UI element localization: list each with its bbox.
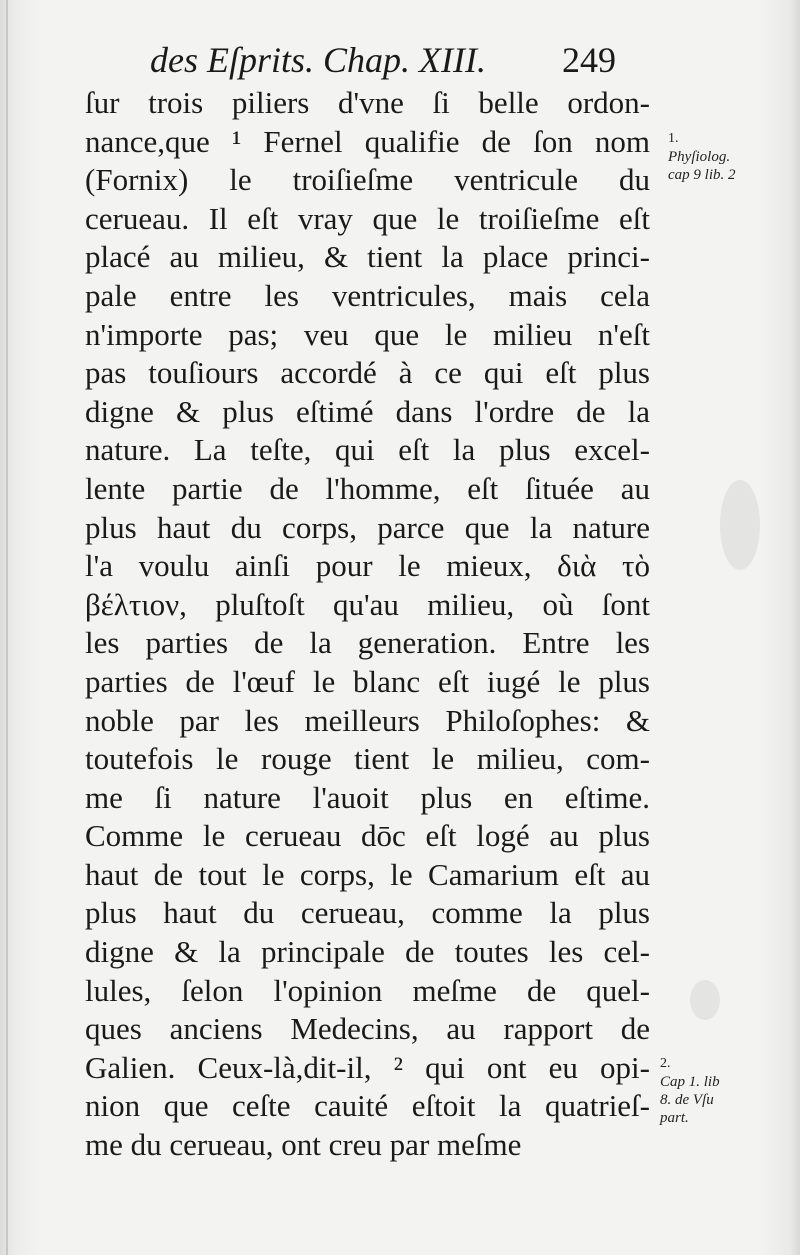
text-line: n'importe pas; veu que le milieu n'eſt — [85, 316, 650, 352]
text-line: placé au milieu, & tient la place princi- — [85, 239, 650, 275]
text-line: toutefois le rouge tient le milieu, com- — [85, 741, 650, 777]
note-line: Phyſiolog. — [668, 149, 731, 165]
text-line: digne & plus eſtimé dans l'ordre de la — [85, 393, 650, 429]
running-title: des Eſprits. Chap. XIII. — [150, 40, 486, 80]
note-marker: 1. — [668, 131, 679, 146]
text-line: pas touſiours accordé à ce qui eſt plus — [85, 355, 650, 391]
text-line: lules, ſelon l'opinion meſme de quel- — [85, 972, 650, 1008]
page-edge — [6, 0, 8, 1255]
note-line: cap 9 lib. 2 — [668, 167, 736, 183]
margin-note — [660, 1055, 720, 1127]
text-line: nion que ceſte cauité eſtoit la quatrieſ- — [85, 1088, 650, 1124]
text-line: ſur trois piliers d'vne ſi belle ordon- — [85, 85, 650, 120]
text-line: l'a voulu ainſi pour le mieux, διὰ τὸ — [85, 548, 650, 584]
text-line: digne & la principale de toutes les cel- — [85, 934, 650, 970]
page-number: 249 — [562, 40, 616, 80]
text-line: βέλτιον, pluſtoſt qu'au milieu, où ſont — [85, 586, 650, 622]
note-line: Cap 1. lib — [660, 1074, 720, 1090]
text-line: pale entre les ventricules, mais cela — [85, 277, 650, 313]
text-line: me ſi nature l'auoit plus en eſtime. — [85, 779, 650, 815]
margin-note — [668, 130, 736, 184]
paper-stain — [720, 480, 760, 570]
text-line: nance,que ¹ Fernel qualifie de ſon nom — [85, 123, 650, 159]
text-line: noble par les meilleurs Philoſophes: & — [85, 702, 650, 738]
running-header — [150, 38, 660, 82]
text-line: (Fornix) le troiſieſme ventricule du — [85, 162, 650, 198]
text-line: parties de l'œuf le blanc eſt iugé le plus — [85, 663, 650, 699]
text-line: Galien. Ceux-là,dit-il, ² qui ont eu opi- — [85, 1049, 650, 1085]
text-line: haut de tout le corps, le Camarium eſt au — [85, 856, 650, 892]
text-line: ques anciens Medecins, au rapport de — [85, 1011, 650, 1047]
note-line: part. — [660, 1110, 689, 1126]
text-line: nature. La teſte, qui eſt la plus excel- — [85, 432, 650, 468]
paper-stain — [690, 980, 720, 1020]
text-line: plus haut du corps, parce que la nature — [85, 509, 650, 545]
text-line: lente partie de l'homme, eſt ſituée au — [85, 470, 650, 506]
body-text — [85, 84, 650, 1165]
text-line: Comme le cerueau dōc eſt logé au plus — [85, 818, 650, 854]
note-marker: 2. — [660, 1056, 671, 1071]
text-line: me du cerueau, ont creu par meſme — [85, 1127, 522, 1163]
text-line: les parties de la generation. Entre les — [85, 625, 650, 661]
note-line: 8. de Vſu — [660, 1092, 714, 1108]
text-line: cerueau. Il eſt vray que le troiſieſme eſt — [85, 200, 650, 236]
text-line: plus haut du cerueau, comme la plus — [85, 895, 650, 931]
